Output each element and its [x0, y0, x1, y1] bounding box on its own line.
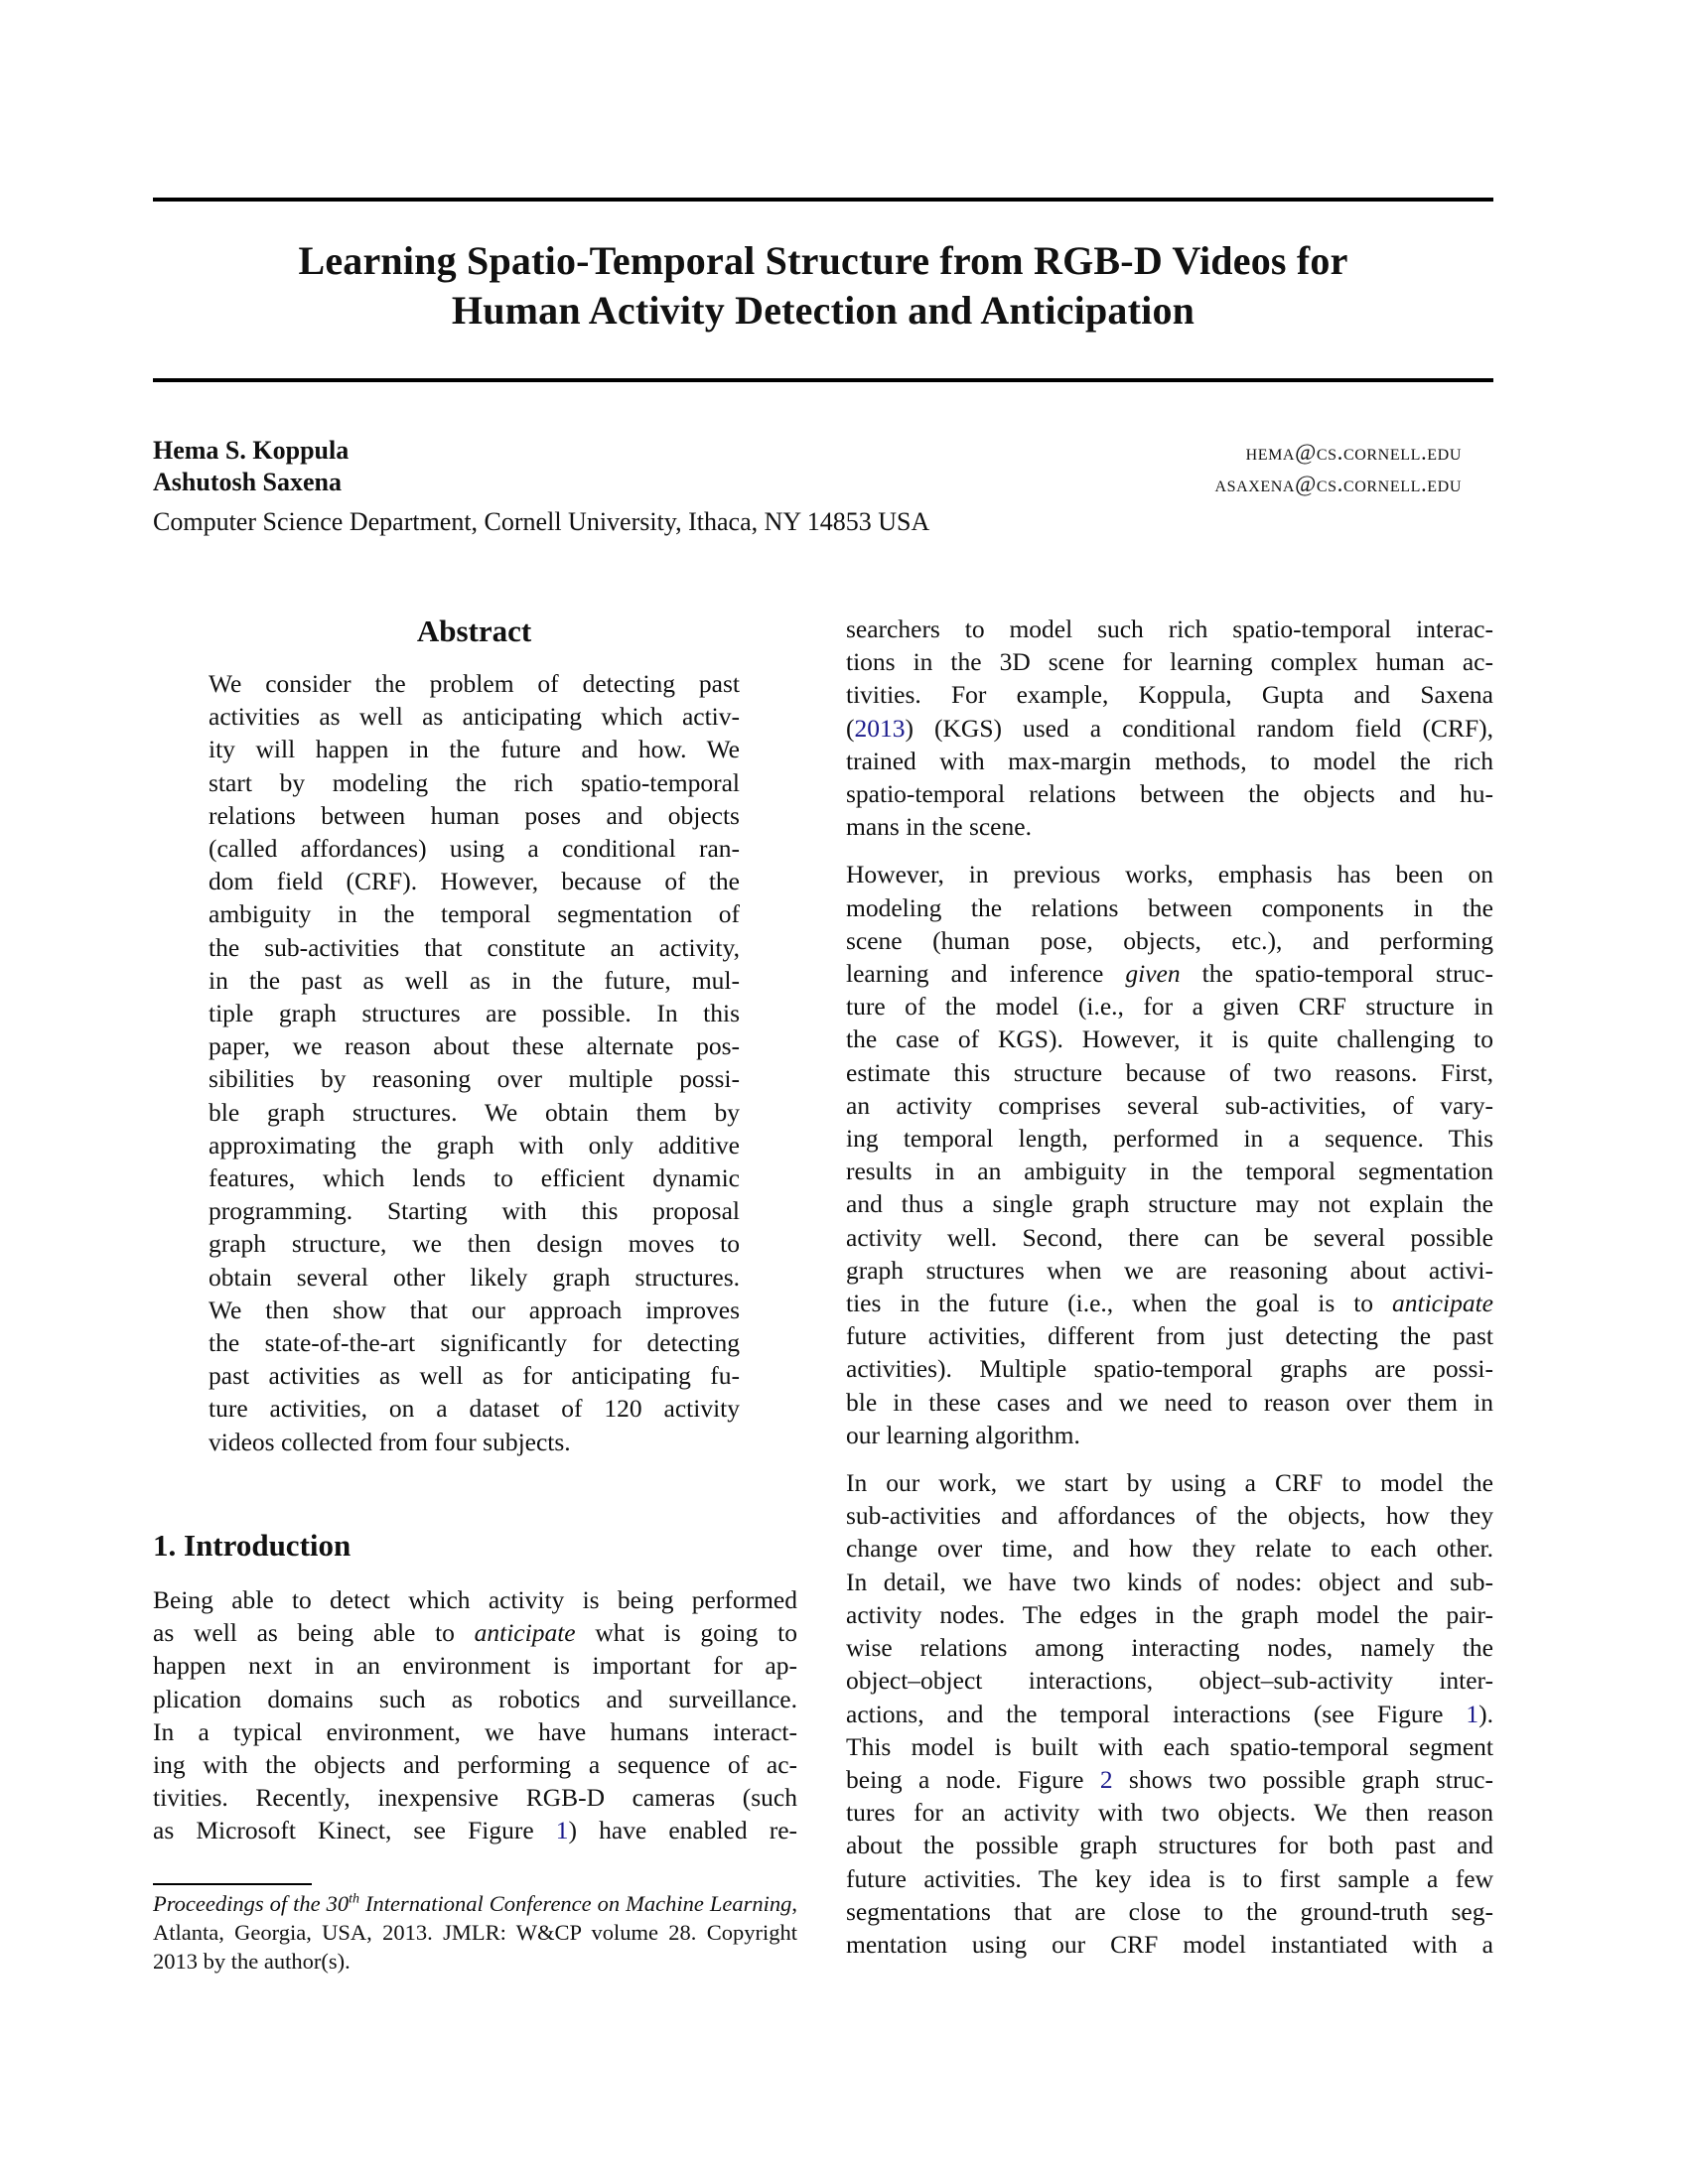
text-line: the sub-activities that constitute an activity,: [209, 932, 740, 962]
text-line: In our work, we start by using a CRF to model the: [846, 1468, 1493, 1498]
text-line: our learning algorithm.: [846, 1420, 1080, 1449]
text-line: ture activities, on a dataset of 120 activity: [209, 1394, 740, 1424]
footnote-superscript: th: [349, 1891, 360, 1907]
text-line: In detail, we have two kinds of nodes: object and sub-: [846, 1567, 1493, 1596]
text-line: spatio-temporal relations between the objects and hu-: [846, 779, 1493, 809]
reference-link[interactable]: 1: [1466, 1699, 1479, 1728]
text-line: tiple graph structures are possible. In this: [209, 999, 740, 1028]
text-line: wise relations among interacting nodes, namely the: [846, 1633, 1493, 1663]
text-line: activities). Multiple spatio-temporal graphs are possi-: [846, 1354, 1493, 1384]
text-line: features, which lends to efficient dynamic: [209, 1163, 740, 1193]
text-line: We consider the problem of detecting past: [209, 669, 740, 698]
paper-title: [153, 236, 1493, 336]
author-name: Ashutosh Saxena: [153, 468, 343, 496]
text-line: ing with the objects and performing a sequence of ac-: [153, 1750, 797, 1780]
footnote: [153, 1889, 797, 1976]
text-line: and thus a single graph structure may not explain the: [846, 1189, 1493, 1219]
text-line: start by modeling the rich spatio-temporal: [209, 767, 740, 797]
section-heading-introduction: 1. Introduction: [153, 1528, 352, 1563]
text-line: learning and inference given the spatio-temporal struc-: [846, 959, 1493, 989]
footnote-details: , Atlanta, Georgia, USA, 2013. JMLR: W&CP volume 28. Copyright 2013 by the author(s).: [153, 1891, 798, 1974]
text-line: (called affordances) using a conditional ran-: [209, 834, 740, 864]
author-name: Hema S. Koppula: [153, 436, 350, 465]
text-line: trained with max-margin methods, to model the rich: [846, 746, 1493, 775]
text-line: as Microsoft Kinect, see Figure 1) have enabled re-: [153, 1816, 798, 1845]
text-line: tions in the 3D scene for learning complex human ac-: [846, 647, 1493, 677]
text-line: mentation using our CRF model instantiated with a: [846, 1929, 1493, 1959]
text-line: the case of KGS). However, it is quite challenging to: [846, 1024, 1493, 1054]
author-email[interactable]: asaxena@cs.cornell.edu: [1214, 472, 1462, 496]
text-line: segmentations that are close to the ground-truth seg-: [846, 1896, 1493, 1926]
paragraph: [846, 1466, 1493, 1961]
text-line: approximating the graph with only additive: [209, 1130, 740, 1160]
footnote-rule: [153, 1883, 312, 1885]
abstract-heading: Abstract: [416, 614, 532, 648]
text-line: results in an ambiguity in the temporal segmentation: [846, 1157, 1493, 1186]
text-line: ties in the future (i.e., when the goal is to anticipate: [846, 1289, 1493, 1318]
text-line: videos collected from four subjects.: [209, 1427, 571, 1456]
text-line: scene (human pose, objects, etc.), and performing: [846, 925, 1493, 955]
introduction-body: [153, 1583, 797, 1847]
text-line: activities as well as anticipating which activ-: [209, 702, 740, 732]
paragraph: [846, 858, 1493, 1451]
text-line: In a typical environment, we have humans interact-: [153, 1716, 797, 1746]
reference-link[interactable]: 1: [555, 1816, 569, 1845]
footnote-venue-prefix: Proceedings of the 30: [153, 1891, 350, 1916]
text-line: as well as being able to anticipate what is going to: [153, 1618, 797, 1648]
text-line: an activity comprises several sub-activities, of vary-: [846, 1090, 1493, 1120]
text-line: We then show that our approach improves: [209, 1295, 740, 1324]
title-line-1: Learning Spatio-Temporal Structure from RGB-D Videos for: [298, 238, 1348, 283]
text-line: ambiguity in the temporal segmentation of: [209, 899, 740, 929]
text-line: graph structure, we then design moves to: [209, 1229, 740, 1259]
text-line: ture of the model (i.e., for a given CRF structure in: [846, 992, 1493, 1022]
text-line: searchers to model such rich spatio-temporal interac-: [846, 614, 1493, 643]
text-line: programming. Starting with this proposal: [209, 1196, 740, 1226]
text-line: actions, and the temporal interactions (see Figure 1).: [846, 1699, 1493, 1728]
text-line: relations between human poses and objects: [209, 800, 740, 830]
paragraph: [846, 613, 1493, 843]
text-line: Being able to detect which activity is being performed: [153, 1585, 797, 1614]
abstract-body: [209, 667, 740, 1458]
text-line: ble graph structures. We obtain them by: [209, 1097, 740, 1127]
text-line: However, in previous works, emphasis has been on: [846, 860, 1493, 889]
text-line: plication domains such as robotics and surveillance.: [153, 1684, 797, 1713]
reference-link[interactable]: 2: [1099, 1764, 1113, 1794]
reference-link[interactable]: 2013: [854, 713, 906, 743]
text-line: past activities as well as for anticipating fu-: [209, 1361, 740, 1391]
text-line: obtain several other likely graph structures.: [209, 1262, 740, 1292]
right-column-body: [846, 613, 1493, 1976]
text-line: sub-activities and affordances of the objects, how they: [846, 1501, 1493, 1531]
text-line: graph structures when we are reasoning about activi-: [846, 1255, 1493, 1285]
text-line: estimate this structure because of two reasons. First,: [846, 1057, 1493, 1087]
text-line: (2013) (KGS) used a conditional random field (CRF),: [846, 713, 1493, 743]
text-line: tivities. For example, Koppula, Gupta and Saxena: [846, 680, 1493, 710]
text-line: modeling the relations between components in the: [846, 892, 1493, 922]
text-line: future activities, different from just detecting the past: [846, 1321, 1493, 1351]
text-line: about the possible graph structures for both past and: [846, 1831, 1493, 1860]
text-line: change over time, and how they relate to each other.: [846, 1534, 1493, 1564]
text-line: dom field (CRF). However, because of the: [209, 867, 740, 896]
text-line: activity nodes. The edges in the graph model the pair-: [846, 1599, 1493, 1629]
text-line: ity will happen in the future and how. We: [209, 735, 740, 764]
text-line: activity well. Second, there can be several possible: [846, 1222, 1493, 1252]
text-line: tivities. Recently, inexpensive RGB-D cameras (such: [153, 1783, 797, 1813]
text-line: sibilities by reasoning over multiple possi-: [209, 1064, 740, 1094]
footnote-venue-suffix: International Conference on Machine Learning: [359, 1891, 792, 1916]
title-rule-top: [153, 198, 1493, 202]
text-line: future activities. The key idea is to first sample a few: [846, 1863, 1493, 1893]
author-affiliation: Computer Science Department, Cornell University, Ithaca, NY 14853 USA: [153, 507, 930, 536]
text-line: paper, we reason about these alternate pos-: [209, 1031, 740, 1061]
text-line: the state-of-the-art significantly for detecting: [209, 1328, 740, 1358]
text-line: tures for an activity with two objects. We then reason: [846, 1798, 1493, 1828]
text-line: ing temporal length, performed in a sequence. This: [846, 1124, 1493, 1154]
emphasis: anticipate: [1392, 1289, 1493, 1318]
text-line: object–object interactions, object–sub-activity inter-: [846, 1666, 1493, 1696]
text-line: This model is built with each spatio-temporal segment: [846, 1731, 1493, 1761]
title-rule-bottom: [153, 378, 1493, 382]
text-line: ble in these cases and we need to reason over them in: [846, 1387, 1493, 1417]
title-line-2: Human Activity Detection and Anticipation: [451, 288, 1196, 333]
emphasis: given: [1125, 959, 1181, 989]
text-line: mans in the scene.: [846, 812, 1032, 842]
author-email[interactable]: hema@cs.cornell.edu: [1245, 440, 1462, 465]
text-line: happen next in an environment is important for ap-: [153, 1651, 797, 1681]
text-line: in the past as well as in the future, mul-: [209, 965, 740, 995]
text-line: being a node. Figure 2 shows two possible graph struc-: [846, 1764, 1493, 1794]
emphasis: anticipate: [474, 1618, 576, 1648]
